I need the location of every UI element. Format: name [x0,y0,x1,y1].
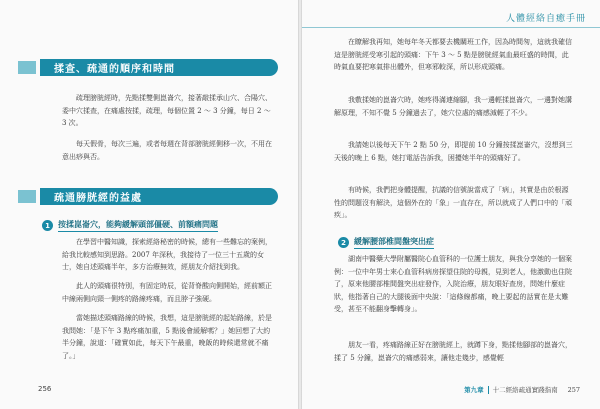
number-badge: 1 [42,220,53,231]
paragraph: 我敷揉她的崑崙穴時，她疼得滿連縮腳，我一邊輕揉崑崙穴，一邊對她講解原理，不知不覺 5 分鐘過去了，她穴位處的痛感減輕了不少。 [334,96,572,117]
paragraph: 每天假骨，每次三遍，或者每週在背部膀胱經側移一次，不用在意出痧與否。 [62,140,272,161]
header-rule [302,27,600,28]
paragraph: 有時候，我們把身體提醒，抗議的信號說當成了「病」，其實是由於根源性的問題沒有解決，這個外在的「象」一直存在，所以就成了人們口中的「頑疾」。 [334,186,572,220]
section-title: 疏通膀胱經的益處 [54,193,142,204]
page-number: 256 [38,385,52,393]
paragraph: 在學習中醫知識，探索經絡秘密的時候，總有一些難忘的案例，給我比較感知到思路。2007 年深秋，我接待了一位三十五歲的女士，她自述頭痛半年，多方治療無效，經朋友介紹找到我。 [62,238,272,272]
right-page [302,0,600,409]
paragraph: 朋友一看，疼痛路線正好在膀胱經上，就蹲下身，點揉他腳部的崑崙穴，揉了 5 分鐘，崑崙穴的痛感弱來，讓他走幾步，感覺輕 [334,341,572,362]
paragraph: 此人的頭痛很特別，有固定時辰，從背脊酸向側開始，經前額正中線兩側向頸一側疼的路線疼痛，而且脖子強硬。 [62,282,272,303]
running-header: 人體經絡自癒手冊 [505,14,586,24]
section-banner-benefits [40,188,278,205]
subsection-heading [42,219,218,232]
page-footer [464,385,580,394]
footer-divider [488,386,489,394]
subsection-heading [338,236,434,249]
section-title: 揉查、疏通的順序和時間 [54,64,175,75]
paragraph: 湖南中醫藥大學附屬醫院心血管科的一位護士朋友，與我分享她的一個案例：一位中年男士來心血管科病房探望住院的母親，見到老人，他激動也住院了，原來他腰部椎間盤突出症發作，入院治療，朋友眼好查房，問她什麼症狀，他指著自己的大腿後面中央說：「這條線都痛，晚上要起的話實在是太難受，甚至不能翻身擊轉身」。 [334,255,572,314]
paragraph: 當她描述頭痛路線的時候，我想，這是膀胱經的起始路線，於是我問她：「是下午 3 點疼痛加重，5 點後會緩解嗎？」她回想了大約半分鐘，說道：「確實如此，每天下午最重，晚飯的時候還常就不痛了。」 [62,314,272,360]
paragraph: 在瞭解我再知，她每年冬天都要去機關班工作，因為時間匆，這就我確信這是膀胱經受寒引起的頭痛：下午 3 ～ 5 點是膀胱經氣血最旺盛的時間，此時氣血要把寒氣排出體外，但寒邪較深，所以形成頭痛。 [334,38,572,72]
subsection-title: 緩解腰部椎間盤突出症 [354,236,434,249]
number-badge: 2 [338,237,349,248]
paragraph: 疏理膀胱經時，先點揉雙側崑崙穴，接著敲揉承山穴、合陽穴、委中穴揉查，在痛處按揉，疏理，每個位置 2 ～ 3 分鐘，每日 2 ～ 3 次。 [62,94,272,128]
chapter-label: 第九章 [464,386,484,394]
left-page [0,0,298,409]
paragraph: 我請她以後每天下午 2 點 50 分，即提前 10 分鐘按揉崑崙穴，沒想到三天後的晚上 6 點，她打電話告訴我，困擾她半年的頭痛好了。 [334,141,573,162]
section-banner-order [40,59,278,76]
subsection-title: 按揉崑崙穴，能夠緩解頭部僵硬、前額痛問題 [58,219,218,232]
chapter-title: 十二經絡疏通實踐指南 [492,386,558,394]
page-number: 257 [567,385,580,394]
